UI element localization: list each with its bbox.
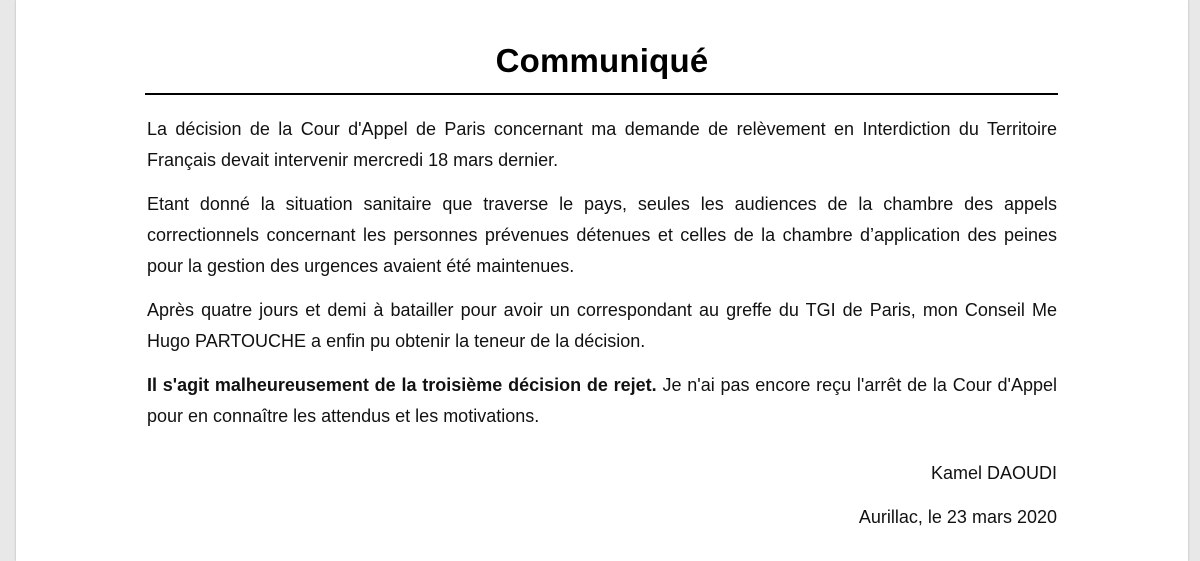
paragraph-3: Après quatre jours et demi à batailler pour avoir un correspondant au greffe du TGI de Paris, mon Conseil Me Hugo PARTOUCHE a enfin pu obtenir la teneur de la décision. [147, 300, 1057, 351]
document-title: Communiqué [495, 42, 709, 79]
paragraph-2: Etant donné la situation sanitaire que traverse le pays, seules les audiences de la chambre des appels correctionnels concernant les personnes prévenues détenues et celles de la chambre d’application des peines pour la gestion des urgences avaient été maintenues. [147, 194, 1057, 276]
signature-name: Kamel DAOUDI [930, 463, 1057, 483]
paragraph-1: La décision de la Cour d'Appel de Paris concernant ma demande de relèvement en Interdiction du Territoire Français devait intervenir mercredi 18 mars dernier. [147, 119, 1057, 170]
paragraph-4 [147, 370, 1057, 432]
paragraph-4-emphasis: Il s'agit malheureusement de la troisième décision de rejet. [147, 375, 657, 395]
paragraph-4-text: Je n'ai pas encore reçu l'arrêt de la Cour d'Appel pour en connaître les attendus et les motivations. [147, 375, 1057, 426]
title-underline [145, 93, 1058, 95]
document-page [16, 0, 1188, 561]
signature-place-date: Aurillac, le 23 mars 2020 [858, 507, 1057, 527]
document-body [147, 114, 1057, 533]
